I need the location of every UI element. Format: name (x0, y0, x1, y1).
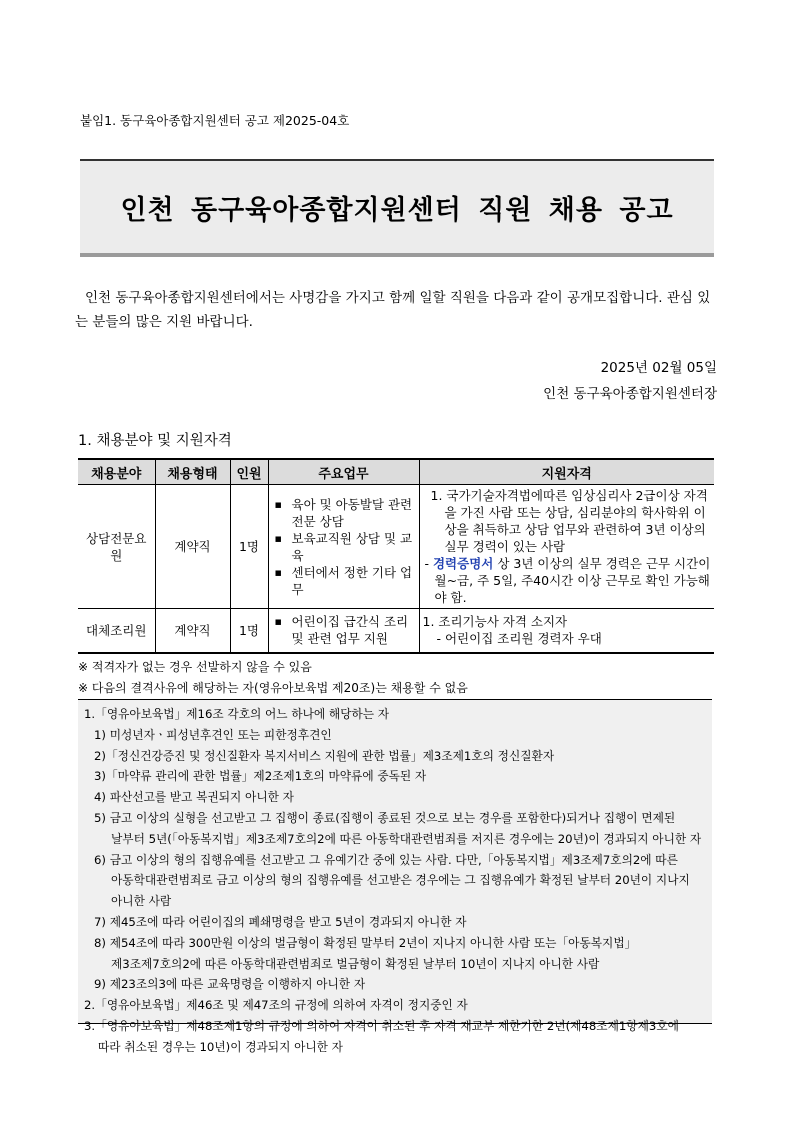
notes (78, 657, 468, 699)
issuer-name: 인천 동구육아종합지원센터장 (543, 386, 717, 402)
career-certificate-highlight: 경력증명서 (432, 556, 494, 571)
qualification-note (423, 555, 712, 606)
job-field: 대체조리원 (78, 609, 155, 653)
disqualification-subitem: 2)「정신건강증진 및 정신질환자 복지서비스 지원에 관한 법률」제3조제1호의 정신질환자 (94, 748, 555, 763)
disqualification-item: 3.「영유아보육법」제48조제1항의 규정에 의하여 자격이 취소된 후 자격 재교부 제한기한 2년(제48조제1항제3호에 (84, 1018, 679, 1033)
disqualification-subitem-cont: 아동학대관련범죄로 금고 이상의 형의 집행유예를 선고받은 경우에는 그 집행유예가 확정된 날부터 20년이 지나지 (111, 873, 690, 888)
disqualification-subitem: 1) 미성년자ㆍ피성년후견인 또는 피한정후견인 (94, 727, 332, 742)
qualifications (419, 485, 714, 609)
column-header: 지원자격 (419, 459, 714, 485)
page-title: 인천 동구육아종합지원센터 직원 채용 공고 (120, 194, 674, 226)
disqualification-subitem: 7) 제45조에 따라 어린이집의 폐쇄명령을 받고 5년이 경과되지 아니한 자 (94, 914, 467, 929)
note-dash: - (424, 556, 433, 571)
section-title-recruitment: 1. 채용분야 및 지원자격 (78, 433, 232, 449)
disqualification-subitem-cont: 제3조제7호의2에 따른 아동학대관련범죄로 벌금형이 확정된 날부터 10년이 지나지 아니한 사람 (111, 956, 600, 971)
disqualification-subitem-cont: 날부터 5년(「아동복지법」제3조제7호의2에 따른 아동학대관련범죄를 저지른 경우에는 20년)이 경과되지 아니한 자 (111, 831, 702, 846)
note-text: 상 3년 이상의 실무 경력은 근무 시간이 월~금, 주 5일, 주40시간 이상 근무로 확인 가능해야 함. (434, 556, 711, 605)
note-line: ※ 적격자가 없는 경우 선발하지 않을 수 있음 (78, 660, 312, 674)
title-banner (80, 159, 714, 257)
column-header: 채용분야 (78, 459, 155, 485)
headcount: 1명 (230, 609, 268, 653)
disqualification-item: 1.「영유아보육법」제16조 각호의 어느 하나에 해당하는 자 (84, 707, 390, 721)
disqualification-item: 2.「영유아보육법」제46조 및 제47조의 규정에 의하여 자격이 정지중인 자 (84, 998, 468, 1013)
qualification-note: - 어린이집 조리원 경력자 우대 (436, 631, 602, 647)
duty-item: ▪ 육아 및 아동발달 관련 전문 상담 (272, 496, 416, 530)
column-header: 채용형태 (155, 459, 230, 485)
disqualification-item-cont: 따라 취소된 경우는 10년)이 경과되지 아니한 자 (98, 1039, 343, 1054)
column-header: 주요업무 (268, 459, 419, 485)
employment-type: 계약직 (155, 609, 230, 653)
column-header: 인원 (230, 459, 268, 485)
duty-item: ▪ 어린이집 급간식 조리 및 관련 업무 지원 (272, 613, 416, 647)
announcement-date: 2025년 02월 05일 (600, 360, 717, 376)
disqualification-subitem: 6) 금고 이상의 형의 집행유예를 선고받고 그 유예기간 중에 있는 사람. 다만,「아동복지법」제3조제7호의2에 따른 (94, 852, 678, 867)
qualifications (419, 609, 714, 653)
disqualification-subitem: 3)「마약류 관리에 관한 법률」제2조제1호의 마약류에 중독된 자 (94, 769, 427, 784)
qualification-item: 1. 조리기능사 자격 소지자 (422, 614, 568, 630)
employment-type: 계약직 (155, 485, 230, 609)
table-header-row (78, 459, 714, 485)
duty-item: ▪ 보육교직원 상담 및 교육 (272, 530, 416, 564)
recruitment-table (78, 458, 714, 654)
duty-item: ▪ 센터에서 정한 기타 업무 (272, 564, 416, 598)
note-line: ※ 다음의 결격사유에 해당하는 자(영유아보육법 제20조)는 채용할 수 없음 (78, 681, 468, 695)
disqualification-box (78, 699, 712, 1054)
disqualification-subitem: 5) 금고 이상의 실형을 선고받고 그 집행이 종료(집행이 종료된 것으로 보는 경우를 포함한다)되거나 집행이 면제된 (94, 810, 676, 825)
disqualification-subitem-cont: 아니한 사람 (111, 894, 172, 909)
job-field: 상담전문요원 (78, 485, 155, 609)
main-duties (268, 485, 419, 609)
qualification-item: 1. 국가기술자격법에따른 임상심리사 2급이상 자격을 가진 사람 또는 상담, 심리분야의 학사학위 이상을 취득하고 상담 업무와 관련하여 3년 이상의 실무 경력이 있는 사람 (430, 488, 708, 554)
intro-paragraph: 인천 동구육아종합지원센터에서는 사명감을 가지고 함께 일할 직원을 다음과 같이 공개모집합니다. 관심 있는 분들의 많은 지원 바랍니다. (75, 290, 711, 330)
headcount: 1명 (230, 485, 268, 609)
main-duties (268, 609, 419, 653)
disqualification-subitem: 8) 제54조에 따라 300만원 이상의 벌금형이 확정된 말부터 2년이 지나지 아니한 사람 또는「아동복지법」 (94, 935, 637, 950)
table-row (78, 609, 714, 653)
table-row (78, 485, 714, 609)
attachment-number: 붙임1. 동구육아종합지원센터 공고 제2025-04호 (80, 113, 350, 128)
disqualification-subitem: 4) 파산선고를 받고 복권되지 아니한 자 (94, 790, 294, 805)
disqualification-subitem: 9) 제23조의3에 따른 교육명령을 이행하지 아니한 자 (94, 977, 366, 992)
